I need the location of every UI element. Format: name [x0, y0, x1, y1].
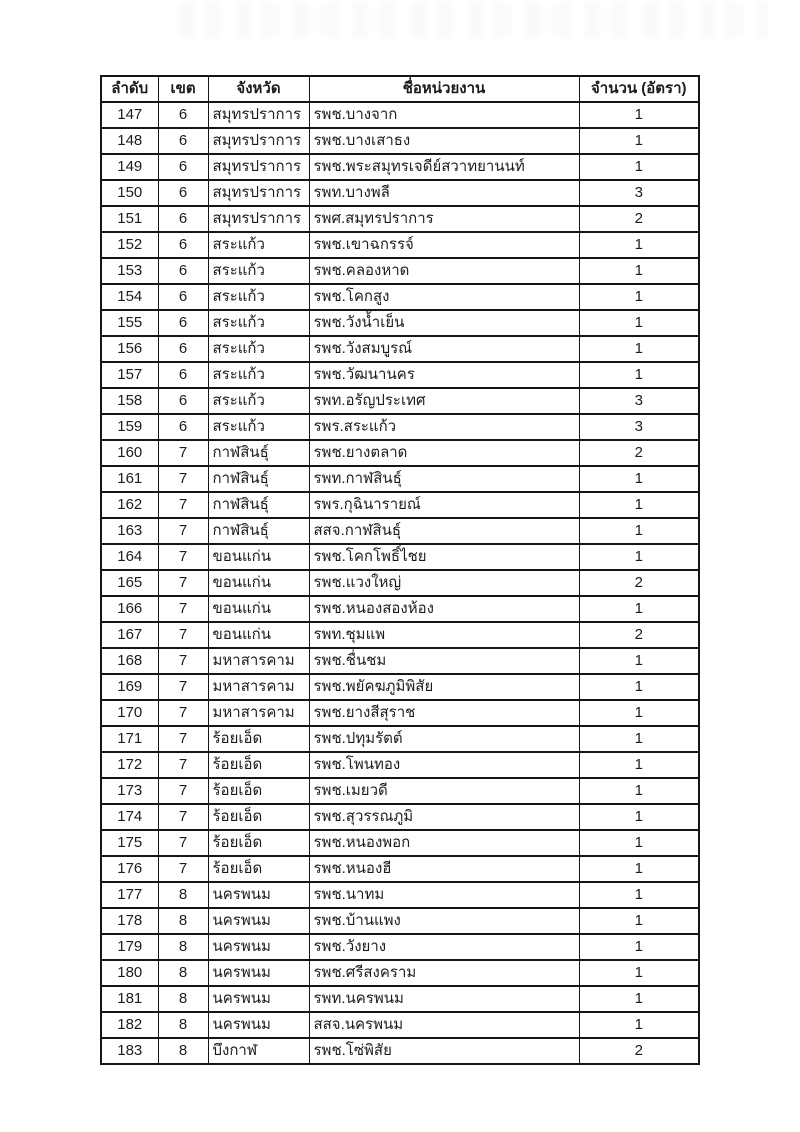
cell-unit-name: รพช.โซ่พิสัย — [309, 1038, 579, 1064]
cell-province: สระแก้ว — [208, 258, 309, 284]
cell-province: ร้อยเอ็ด — [208, 752, 309, 778]
cell-order: 162 — [101, 492, 158, 518]
cell-count: 1 — [579, 596, 699, 622]
cell-count: 1 — [579, 934, 699, 960]
cell-count: 2 — [579, 1038, 699, 1064]
cell-count: 2 — [579, 206, 699, 232]
cell-unit-name: รพร.สระแก้ว — [309, 414, 579, 440]
cell-unit-name: รพช.วังสมบูรณ์ — [309, 336, 579, 362]
cell-province: สระแก้ว — [208, 310, 309, 336]
cell-zone: 6 — [158, 180, 208, 206]
cell-province: นครพนม — [208, 934, 309, 960]
cell-zone: 6 — [158, 232, 208, 258]
cell-province: สมุทรปราการ — [208, 128, 309, 154]
cell-province: สมุทรปราการ — [208, 102, 309, 128]
cell-unit-name: รพช.บางเสาธง — [309, 128, 579, 154]
cell-unit-name: รพช.นาทม — [309, 882, 579, 908]
table-row — [101, 908, 699, 934]
table-row — [101, 154, 699, 180]
cell-count: 1 — [579, 726, 699, 752]
cell-count: 1 — [579, 466, 699, 492]
cell-zone: 7 — [158, 648, 208, 674]
cell-order: 149 — [101, 154, 158, 180]
cell-zone: 7 — [158, 544, 208, 570]
cell-province: มหาสารคาม — [208, 674, 309, 700]
table-row — [101, 856, 699, 882]
cell-zone: 8 — [158, 1038, 208, 1064]
cell-count: 1 — [579, 492, 699, 518]
cell-province: สระแก้ว — [208, 414, 309, 440]
table-row — [101, 258, 699, 284]
cell-order: 164 — [101, 544, 158, 570]
cell-order: 181 — [101, 986, 158, 1012]
cell-zone: 7 — [158, 492, 208, 518]
cell-zone: 8 — [158, 882, 208, 908]
cell-zone: 6 — [158, 154, 208, 180]
table-row — [101, 648, 699, 674]
cell-order: 176 — [101, 856, 158, 882]
cell-count: 2 — [579, 440, 699, 466]
cell-province: ขอนแก่น — [208, 544, 309, 570]
cell-zone: 7 — [158, 622, 208, 648]
cell-unit-name: รพช.สุวรรณภูมิ — [309, 804, 579, 830]
cell-zone: 6 — [158, 258, 208, 284]
cell-unit-name: รพช.เขาฉกรรจ์ — [309, 232, 579, 258]
cell-order: 166 — [101, 596, 158, 622]
cell-order: 157 — [101, 362, 158, 388]
cell-unit-name: รพช.ชื่นชม — [309, 648, 579, 674]
cell-zone: 6 — [158, 128, 208, 154]
table-row — [101, 596, 699, 622]
table-row — [101, 700, 699, 726]
cell-province: นครพนม — [208, 960, 309, 986]
table-row — [101, 570, 699, 596]
cell-province: มหาสารคาม — [208, 648, 309, 674]
cell-province: ร้อยเอ็ด — [208, 726, 309, 752]
cell-zone: 7 — [158, 518, 208, 544]
cell-count: 1 — [579, 284, 699, 310]
cell-order: 151 — [101, 206, 158, 232]
cell-count: 1 — [579, 128, 699, 154]
bleed-through-artifact — [178, 2, 768, 38]
cell-zone: 7 — [158, 830, 208, 856]
table-row — [101, 518, 699, 544]
cell-province: สมุทรปราการ — [208, 154, 309, 180]
cell-province: สระแก้ว — [208, 284, 309, 310]
cell-province: ร้อยเอ็ด — [208, 830, 309, 856]
cell-order: 156 — [101, 336, 158, 362]
cell-zone: 6 — [158, 336, 208, 362]
cell-zone: 7 — [158, 726, 208, 752]
table-body — [101, 102, 699, 1064]
cell-unit-name: รพช.หนองฮี — [309, 856, 579, 882]
cell-zone: 6 — [158, 362, 208, 388]
table-row — [101, 882, 699, 908]
cell-count: 2 — [579, 622, 699, 648]
cell-unit-name: รพช.ศรีสงคราม — [309, 960, 579, 986]
cell-unit-name: รพช.หนองพอก — [309, 830, 579, 856]
table-row — [101, 778, 699, 804]
table-row — [101, 388, 699, 414]
cell-unit-name: รพช.เมยวดี — [309, 778, 579, 804]
table-row — [101, 726, 699, 752]
col-header-order: ลำดับ — [101, 76, 158, 102]
cell-unit-name: รพช.บางจาก — [309, 102, 579, 128]
cell-unit-name: รพช.วัฒนานคร — [309, 362, 579, 388]
table-row — [101, 492, 699, 518]
cell-province: มหาสารคาม — [208, 700, 309, 726]
cell-order: 152 — [101, 232, 158, 258]
cell-province: ขอนแก่น — [208, 570, 309, 596]
cell-count: 1 — [579, 648, 699, 674]
cell-order: 155 — [101, 310, 158, 336]
cell-zone: 8 — [158, 934, 208, 960]
cell-province: กาฬสินธุ์ — [208, 518, 309, 544]
cell-count: 1 — [579, 700, 699, 726]
table-row — [101, 752, 699, 778]
cell-order: 183 — [101, 1038, 158, 1064]
cell-unit-name: รพศ.สมุทรปราการ — [309, 206, 579, 232]
table-row — [101, 622, 699, 648]
cell-zone: 6 — [158, 414, 208, 440]
cell-order: 148 — [101, 128, 158, 154]
cell-order: 172 — [101, 752, 158, 778]
cell-province: นครพนม — [208, 908, 309, 934]
cell-zone: 6 — [158, 310, 208, 336]
cell-unit-name: รพช.ปทุมรัตต์ — [309, 726, 579, 752]
cell-zone: 7 — [158, 440, 208, 466]
cell-order: 174 — [101, 804, 158, 830]
table-row — [101, 310, 699, 336]
cell-unit-name: รพช.คลองหาด — [309, 258, 579, 284]
col-header-count: จำนวน (อัตรา) — [579, 76, 699, 102]
cell-province: บึงกาฬ — [208, 1038, 309, 1064]
table-row — [101, 362, 699, 388]
cell-zone: 7 — [158, 570, 208, 596]
cell-unit-name: รพช.บ้านแพง — [309, 908, 579, 934]
table-row — [101, 232, 699, 258]
cell-count: 1 — [579, 778, 699, 804]
cell-order: 177 — [101, 882, 158, 908]
cell-zone: 6 — [158, 388, 208, 414]
cell-zone: 8 — [158, 908, 208, 934]
cell-count: 1 — [579, 830, 699, 856]
cell-order: 163 — [101, 518, 158, 544]
cell-zone: 8 — [158, 960, 208, 986]
cell-order: 173 — [101, 778, 158, 804]
cell-province: นครพนม — [208, 1012, 309, 1038]
cell-count: 1 — [579, 804, 699, 830]
cell-unit-name: รพช.ยางสีสุราช — [309, 700, 579, 726]
cell-count: 1 — [579, 960, 699, 986]
cell-province: ร้อยเอ็ด — [208, 804, 309, 830]
cell-province: สมุทรปราการ — [208, 206, 309, 232]
cell-unit-name: รพช.โคกโพธิ์ไชย — [309, 544, 579, 570]
cell-unit-name: รพท.อรัญประเทศ — [309, 388, 579, 414]
table-header-row — [101, 76, 699, 102]
cell-unit-name: รพช.พระสมุทรเจดีย์สวาทยานนท์ — [309, 154, 579, 180]
cell-order: 178 — [101, 908, 158, 934]
cell-count: 1 — [579, 908, 699, 934]
cell-unit-name: รพท.ชุมแพ — [309, 622, 579, 648]
cell-order: 161 — [101, 466, 158, 492]
table-row — [101, 414, 699, 440]
cell-zone: 7 — [158, 674, 208, 700]
cell-unit-name: รพช.โคกสูง — [309, 284, 579, 310]
cell-zone: 8 — [158, 1012, 208, 1038]
cell-count: 2 — [579, 570, 699, 596]
table-row — [101, 440, 699, 466]
cell-order: 159 — [101, 414, 158, 440]
cell-province: สระแก้ว — [208, 232, 309, 258]
cell-zone: 7 — [158, 466, 208, 492]
cell-province: กาฬสินธุ์ — [208, 440, 309, 466]
cell-province: สระแก้ว — [208, 388, 309, 414]
cell-unit-name: สสจ.นครพนม — [309, 1012, 579, 1038]
table-row — [101, 1012, 699, 1038]
cell-count: 3 — [579, 180, 699, 206]
table-row — [101, 804, 699, 830]
cell-province: กาฬสินธุ์ — [208, 466, 309, 492]
cell-unit-name: รพท.นครพนม — [309, 986, 579, 1012]
cell-count: 1 — [579, 752, 699, 778]
cell-count: 1 — [579, 258, 699, 284]
table-row — [101, 1038, 699, 1064]
cell-count: 3 — [579, 414, 699, 440]
cell-count: 1 — [579, 336, 699, 362]
cell-count: 1 — [579, 986, 699, 1012]
cell-zone: 6 — [158, 284, 208, 310]
cell-count: 1 — [579, 544, 699, 570]
cell-unit-name: รพร.กุฉินารายณ์ — [309, 492, 579, 518]
cell-order: 153 — [101, 258, 158, 284]
cell-zone: 7 — [158, 752, 208, 778]
cell-unit-name: รพช.วังน้ำเย็น — [309, 310, 579, 336]
table-row — [101, 960, 699, 986]
cell-count: 1 — [579, 518, 699, 544]
cell-province: นครพนม — [208, 986, 309, 1012]
cell-order: 158 — [101, 388, 158, 414]
cell-count: 1 — [579, 1012, 699, 1038]
cell-count: 1 — [579, 856, 699, 882]
cell-province: นครพนม — [208, 882, 309, 908]
cell-unit-name: สสจ.กาฬสินธุ์ — [309, 518, 579, 544]
cell-unit-name: รพท.กาฬสินธุ์ — [309, 466, 579, 492]
cell-count: 1 — [579, 674, 699, 700]
cell-province: กาฬสินธุ์ — [208, 492, 309, 518]
cell-count: 1 — [579, 362, 699, 388]
table-row — [101, 180, 699, 206]
cell-zone: 7 — [158, 596, 208, 622]
cell-province: สระแก้ว — [208, 336, 309, 362]
table-row — [101, 674, 699, 700]
col-header-unit-name: ชื่อหน่วยงาน — [309, 76, 579, 102]
cell-zone: 7 — [158, 778, 208, 804]
table-row — [101, 284, 699, 310]
cell-order: 154 — [101, 284, 158, 310]
cell-province: สมุทรปราการ — [208, 180, 309, 206]
cell-zone: 6 — [158, 102, 208, 128]
cell-province: ร้อยเอ็ด — [208, 856, 309, 882]
col-header-province: จังหวัด — [208, 76, 309, 102]
cell-order: 179 — [101, 934, 158, 960]
cell-province: ร้อยเอ็ด — [208, 778, 309, 804]
cell-unit-name: รพช.ยางตลาด — [309, 440, 579, 466]
cell-province: ขอนแก่น — [208, 622, 309, 648]
table-row — [101, 102, 699, 128]
cell-province: สระแก้ว — [208, 362, 309, 388]
table-row — [101, 206, 699, 232]
table-row — [101, 986, 699, 1012]
cell-order: 168 — [101, 648, 158, 674]
staffing-table — [100, 75, 700, 1065]
cell-order: 160 — [101, 440, 158, 466]
cell-zone: 7 — [158, 700, 208, 726]
cell-unit-name: รพช.วังยาง — [309, 934, 579, 960]
cell-order: 169 — [101, 674, 158, 700]
cell-unit-name: รพช.หนองสองห้อง — [309, 596, 579, 622]
table-row — [101, 544, 699, 570]
table-row — [101, 830, 699, 856]
cell-count: 1 — [579, 310, 699, 336]
cell-unit-name: รพช.โพนทอง — [309, 752, 579, 778]
cell-order: 167 — [101, 622, 158, 648]
cell-order: 147 — [101, 102, 158, 128]
cell-province: ขอนแก่น — [208, 596, 309, 622]
cell-order: 150 — [101, 180, 158, 206]
cell-count: 1 — [579, 154, 699, 180]
cell-order: 165 — [101, 570, 158, 596]
col-header-zone: เขต — [158, 76, 208, 102]
cell-zone: 7 — [158, 856, 208, 882]
cell-order: 182 — [101, 1012, 158, 1038]
cell-order: 175 — [101, 830, 158, 856]
cell-order: 170 — [101, 700, 158, 726]
cell-unit-name: รพช.พยัคฆภูมิพิสัย — [309, 674, 579, 700]
cell-count: 1 — [579, 232, 699, 258]
cell-zone: 6 — [158, 206, 208, 232]
cell-zone: 8 — [158, 986, 208, 1012]
table-row — [101, 466, 699, 492]
cell-order: 171 — [101, 726, 158, 752]
cell-count: 1 — [579, 882, 699, 908]
table-row — [101, 336, 699, 362]
table-row — [101, 128, 699, 154]
cell-unit-name: รพช.แวงใหญ่ — [309, 570, 579, 596]
cell-order: 180 — [101, 960, 158, 986]
cell-unit-name: รพท.บางพลี — [309, 180, 579, 206]
cell-zone: 7 — [158, 804, 208, 830]
table-row — [101, 934, 699, 960]
cell-count: 3 — [579, 388, 699, 414]
cell-count: 1 — [579, 102, 699, 128]
